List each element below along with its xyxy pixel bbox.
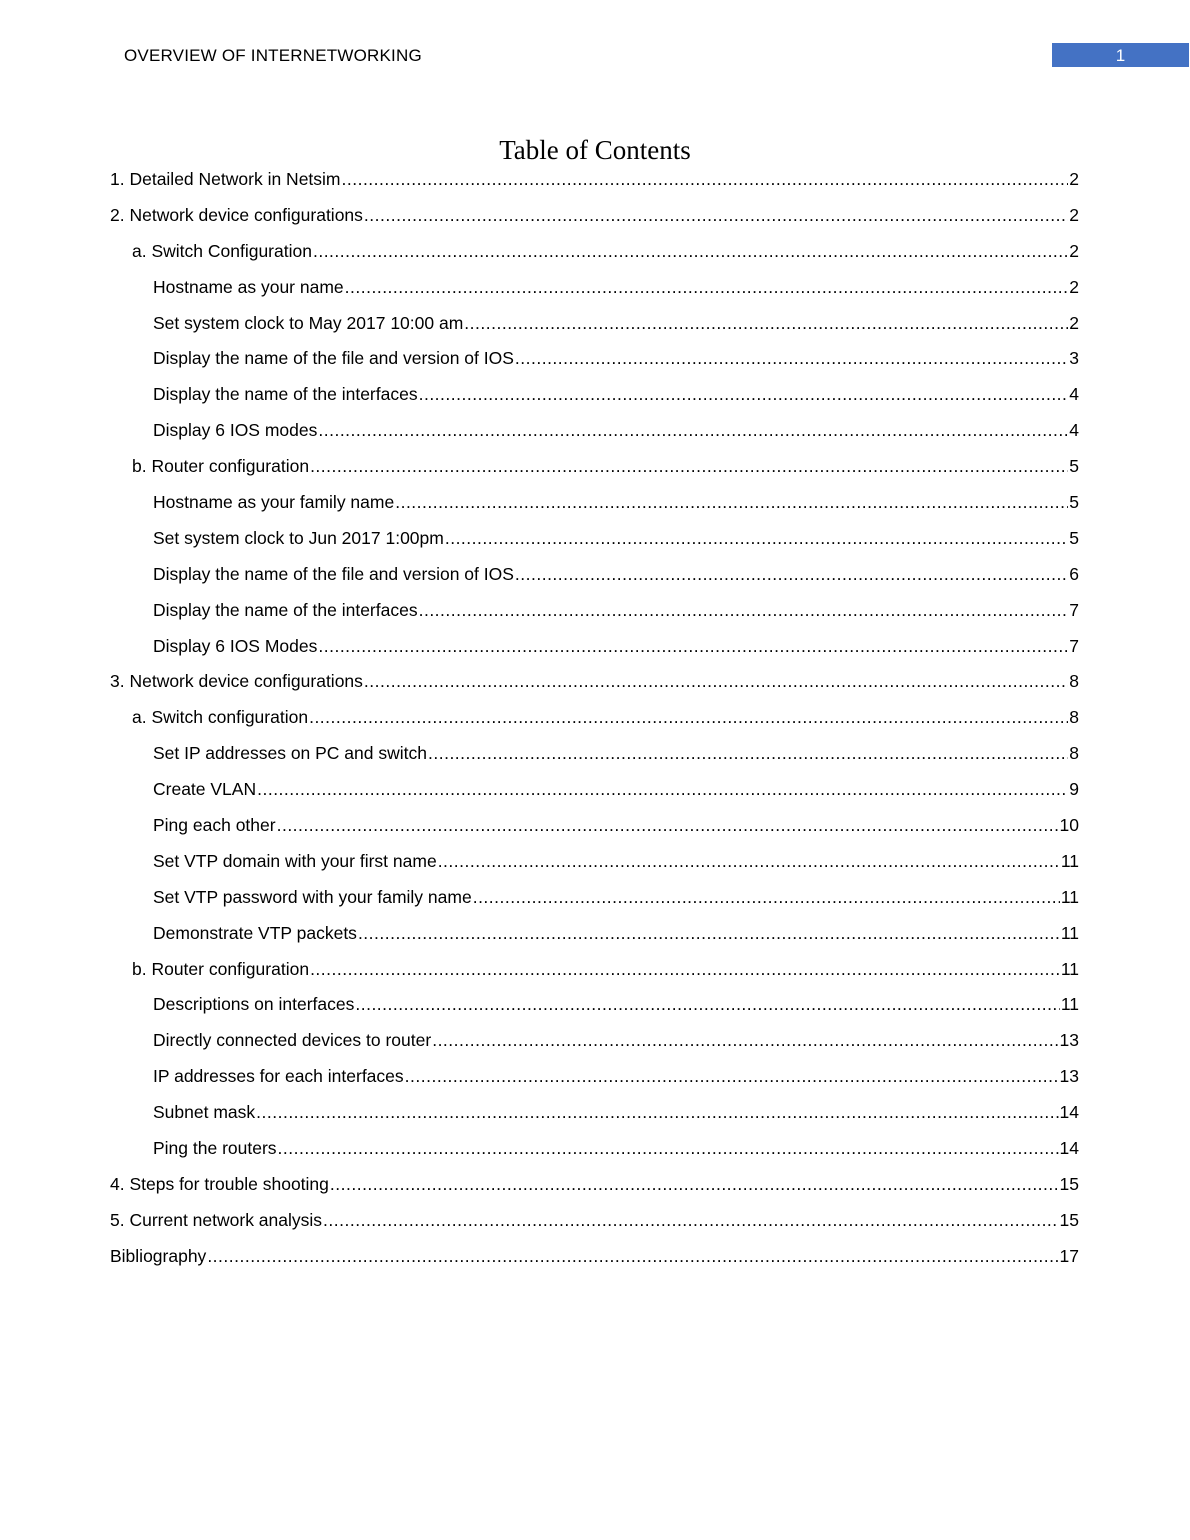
toc-dot-leader [310, 956, 1060, 982]
toc-entry[interactable] [110, 1027, 1079, 1063]
toc-entry[interactable] [110, 884, 1079, 920]
toc-dot-leader [358, 920, 1060, 946]
toc-entry[interactable] [110, 525, 1079, 561]
toc-entry-page-number: 7 [1069, 635, 1079, 656]
toc-dot-leader [364, 668, 1068, 694]
toc-entry[interactable] [110, 1099, 1079, 1135]
toc-dot-leader [323, 1207, 1058, 1233]
page-number-badge: 1 [1052, 43, 1189, 67]
toc-entry-title: Ping the routers [153, 1138, 277, 1159]
toc-entry[interactable] [110, 1243, 1079, 1279]
toc-dot-leader [318, 633, 1068, 659]
toc-entry[interactable] [110, 848, 1079, 884]
toc-entry-title: 4. Steps for trouble shooting [110, 1173, 329, 1194]
toc-entry-page-number: 13 [1059, 1030, 1079, 1051]
toc-dot-leader [515, 345, 1068, 371]
toc-entry[interactable] [110, 561, 1079, 597]
toc-dot-leader [428, 740, 1068, 766]
toc-entry[interactable] [110, 489, 1079, 525]
toc-entry-page-number: 14 [1059, 1102, 1079, 1123]
toc-entry-page-number: 5 [1069, 492, 1079, 513]
toc-dot-leader [438, 848, 1060, 874]
toc-entry[interactable] [110, 668, 1079, 704]
toc-entry-title: b. Router configuration [132, 958, 310, 979]
toc-entry-title: Set system clock to May 2017 10:00 am [153, 312, 464, 333]
toc-entry[interactable] [110, 740, 1079, 776]
toc-entry-page-number: 2 [1069, 312, 1079, 333]
toc-dot-leader [405, 1063, 1059, 1089]
toc-entry-title: 2. Network device configurations [110, 204, 363, 225]
running-header-title: OVERVIEW OF INTERNETWORKING [124, 46, 422, 65]
toc-entry-title: 3. Network device configurations [110, 671, 363, 692]
toc-entry-page-number: 15 [1059, 1209, 1079, 1230]
toc-dot-leader [464, 310, 1068, 336]
toc-entry-title: Set system clock to Jun 2017 1:00pm [153, 527, 444, 548]
toc-entry-page-number: 5 [1069, 456, 1079, 477]
toc-dot-leader [473, 884, 1060, 910]
toc-dot-leader [345, 274, 1069, 300]
toc-entry-title: Subnet mask [153, 1102, 256, 1123]
toc-entry-title: Demonstrate VTP packets [153, 922, 357, 943]
toc-entry[interactable] [110, 704, 1079, 740]
toc-entry[interactable] [110, 381, 1079, 417]
toc-entry-title: 5. Current network analysis [110, 1209, 323, 1230]
toc-entry[interactable] [110, 166, 1079, 202]
toc-entry-title: b. Router configuration [132, 456, 310, 477]
toc-entry[interactable] [110, 956, 1079, 992]
toc-entry[interactable] [110, 274, 1079, 310]
toc-entry-page-number: 10 [1059, 815, 1079, 836]
toc-dot-leader [278, 1135, 1059, 1161]
toc-entry-page-number: 2 [1069, 169, 1079, 189]
toc-dot-leader [419, 381, 1069, 407]
toc-entry-page-number: 11 [1060, 994, 1079, 1015]
toc-entry[interactable] [110, 776, 1079, 812]
toc-entry[interactable] [110, 310, 1079, 346]
toc-entry-page-number: 5 [1069, 527, 1079, 548]
toc-entry-title: Set IP addresses on PC and switch [153, 743, 427, 764]
toc-entry-title: Descriptions on interfaces [153, 994, 355, 1015]
toc-entry-title: Display the name of the file and version of IOS [153, 348, 514, 369]
toc-entry-title: Create VLAN [153, 779, 257, 800]
toc-dot-leader [445, 525, 1068, 551]
toc-heading: Table of Contents [499, 135, 691, 165]
toc-dot-leader [330, 1171, 1059, 1197]
toc-entry-page-number: 14 [1059, 1138, 1079, 1159]
toc-entry-page-number: 11 [1060, 850, 1079, 871]
toc-entry-title: Display 6 IOS modes [153, 420, 318, 441]
toc-entry-title: Display the name of the file and version of IOS [153, 563, 514, 584]
toc-entry-title: a. Switch configuration [132, 707, 309, 728]
toc-entry-title: Set VTP password with your family name [153, 886, 472, 907]
toc-entry-page-number: 2 [1069, 240, 1079, 261]
toc-entry[interactable] [110, 453, 1079, 489]
toc-dot-leader [432, 1027, 1058, 1053]
toc-dot-leader [318, 417, 1068, 443]
toc-dot-leader [313, 238, 1068, 264]
toc-entry-title: Display the name of the interfaces [153, 599, 418, 620]
toc-entry-page-number: 6 [1069, 563, 1079, 584]
toc-dot-leader [277, 812, 1059, 838]
toc-entry-page-number: 17 [1059, 1245, 1079, 1266]
toc-dot-leader [515, 561, 1068, 587]
toc-entry-page-number: 2 [1069, 204, 1079, 225]
toc-entry-page-number: 8 [1069, 743, 1079, 764]
toc-entry-page-number: 8 [1069, 671, 1079, 692]
toc-entry-title: Ping each other [153, 815, 276, 836]
toc-entry-title: Directly connected devices to router [153, 1030, 432, 1051]
toc-entry[interactable] [110, 345, 1079, 381]
toc-dot-leader [257, 776, 1068, 802]
toc-entry-title: Set VTP domain with your first name [153, 850, 437, 871]
toc-entry-page-number: 4 [1069, 384, 1079, 405]
toc-entry-title: IP addresses for each interfaces [153, 1066, 404, 1087]
toc-dot-leader [364, 202, 1068, 228]
toc-dot-leader [419, 597, 1069, 623]
toc-entry-page-number: 11 [1060, 922, 1079, 943]
table-of-contents [110, 166, 1079, 1279]
toc-entry-title: Display the name of the interfaces [153, 384, 418, 405]
toc-entry-title: Display 6 IOS Modes [153, 635, 318, 656]
toc-dot-leader [310, 453, 1068, 479]
toc-dot-leader [342, 166, 1069, 192]
toc-entry-title: 1. Detailed Network in Netsim [110, 169, 341, 189]
toc-entry[interactable] [110, 812, 1079, 848]
toc-entry-page-number: 11 [1060, 958, 1079, 979]
toc-entry[interactable] [110, 991, 1079, 1027]
toc-entry[interactable] [110, 238, 1079, 274]
toc-entry-page-number: 15 [1059, 1173, 1079, 1194]
toc-dot-leader [355, 991, 1059, 1017]
toc-dot-leader [395, 489, 1068, 515]
toc-dot-leader [256, 1099, 1058, 1125]
toc-entry-title: Hostname as your family name [153, 492, 395, 513]
toc-entry[interactable] [110, 920, 1079, 956]
toc-entry[interactable] [110, 202, 1079, 238]
toc-entry[interactable] [110, 1063, 1079, 1099]
toc-entry-page-number: 11 [1060, 886, 1079, 907]
toc-dot-leader [207, 1243, 1058, 1269]
toc-entry[interactable] [110, 1135, 1079, 1171]
toc-entry[interactable] [110, 1207, 1079, 1243]
toc-entry-title: a. Switch Configuration [132, 240, 312, 261]
toc-entry-page-number: 3 [1069, 348, 1079, 369]
toc-dot-leader [309, 704, 1068, 730]
toc-entry[interactable] [110, 417, 1079, 453]
toc-entry[interactable] [110, 597, 1079, 633]
toc-entry-page-number: 4 [1069, 420, 1079, 441]
toc-entry-page-number: 7 [1069, 599, 1079, 620]
toc-entry-page-number: 9 [1069, 779, 1079, 800]
toc-entry-page-number: 2 [1069, 276, 1079, 297]
toc-entry[interactable] [110, 1171, 1079, 1207]
toc-entry-title: Bibliography [110, 1245, 207, 1266]
toc-entry-page-number: 8 [1069, 707, 1079, 728]
toc-entry[interactable] [110, 633, 1079, 669]
toc-entry-page-number: 13 [1059, 1066, 1079, 1087]
toc-entry-title: Hostname as your name [153, 276, 344, 297]
